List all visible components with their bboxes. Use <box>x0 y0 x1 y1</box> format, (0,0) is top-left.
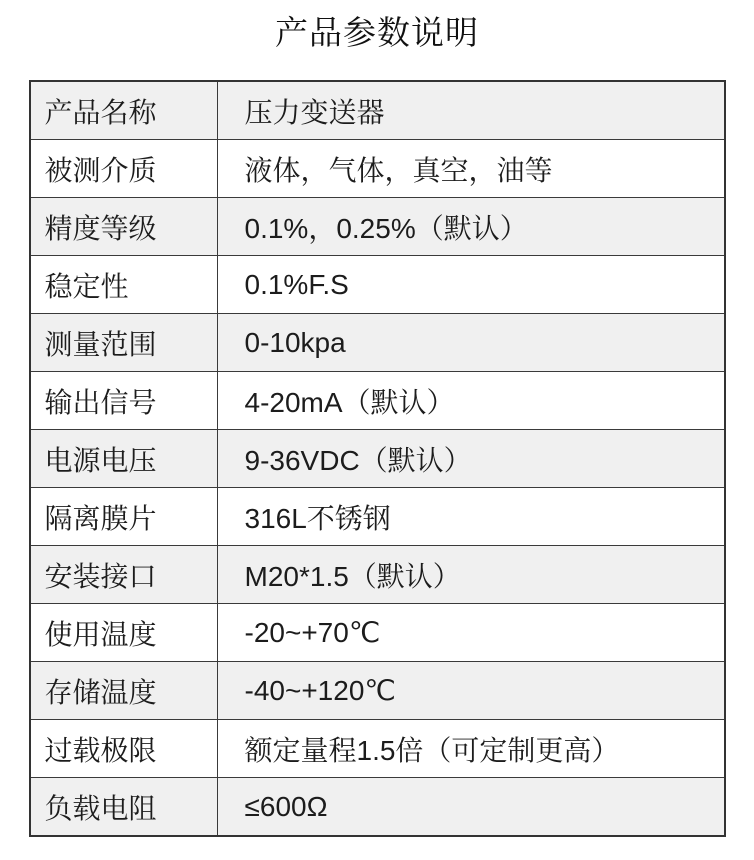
spec-label-supply-voltage: 电源电压 <box>30 430 218 488</box>
spec-value-stability: 0.1%F.S <box>217 256 725 314</box>
spec-label-product-name: 产品名称 <box>30 81 218 140</box>
table-row <box>30 430 725 488</box>
spec-value-output-signal: 4-20mA（默认） <box>217 372 725 430</box>
spec-value-operating-temperature: -20~+70℃ <box>217 604 725 662</box>
spec-label-mounting-connection: 安装接口 <box>30 546 218 604</box>
spec-table <box>29 80 726 837</box>
spec-label-measured-medium: 被测介质 <box>30 140 218 198</box>
page-title: 产品参数说明 <box>275 14 479 51</box>
spec-value-overload-limit: 额定量程1.5倍（可定制更高） <box>217 720 725 778</box>
spec-table-body <box>30 81 725 836</box>
spec-label-measuring-range: 测量范围 <box>30 314 218 372</box>
table-row <box>30 604 725 662</box>
table-row <box>30 546 725 604</box>
spec-value-supply-voltage: 9-36VDC（默认） <box>217 430 725 488</box>
spec-label-overload-limit: 过载极限 <box>30 720 218 778</box>
table-row <box>30 372 725 430</box>
spec-value-load-resistance: ≤600Ω <box>217 778 725 837</box>
spec-label-isolation-diaphragm: 隔离膜片 <box>30 488 218 546</box>
spec-value-accuracy-class: 0.1%，0.25%（默认） <box>217 198 725 256</box>
table-row <box>30 662 725 720</box>
table-row <box>30 778 725 837</box>
spec-value-measuring-range: 0-10kpa <box>217 314 725 372</box>
table-row <box>30 140 725 198</box>
spec-value-mounting-connection: M20*1.5（默认） <box>217 546 725 604</box>
spec-label-load-resistance: 负载电阻 <box>30 778 218 837</box>
spec-value-measured-medium: 液体，气体，真空，油等 <box>217 140 725 198</box>
spec-label-output-signal: 输出信号 <box>30 372 218 430</box>
spec-value-storage-temperature: -40~+120℃ <box>217 662 725 720</box>
spec-label-operating-temperature: 使用温度 <box>30 604 218 662</box>
spec-label-stability: 稳定性 <box>30 256 218 314</box>
spec-value-product-name: 压力变送器 <box>217 81 725 140</box>
table-row <box>30 314 725 372</box>
spec-value-isolation-diaphragm: 316L不锈钢 <box>217 488 725 546</box>
table-row <box>30 198 725 256</box>
table-row <box>30 256 725 314</box>
spec-label-accuracy-class: 精度等级 <box>30 198 218 256</box>
table-row <box>30 720 725 778</box>
table-row <box>30 81 725 140</box>
spec-label-storage-temperature: 存储温度 <box>30 662 218 720</box>
table-row <box>30 488 725 546</box>
